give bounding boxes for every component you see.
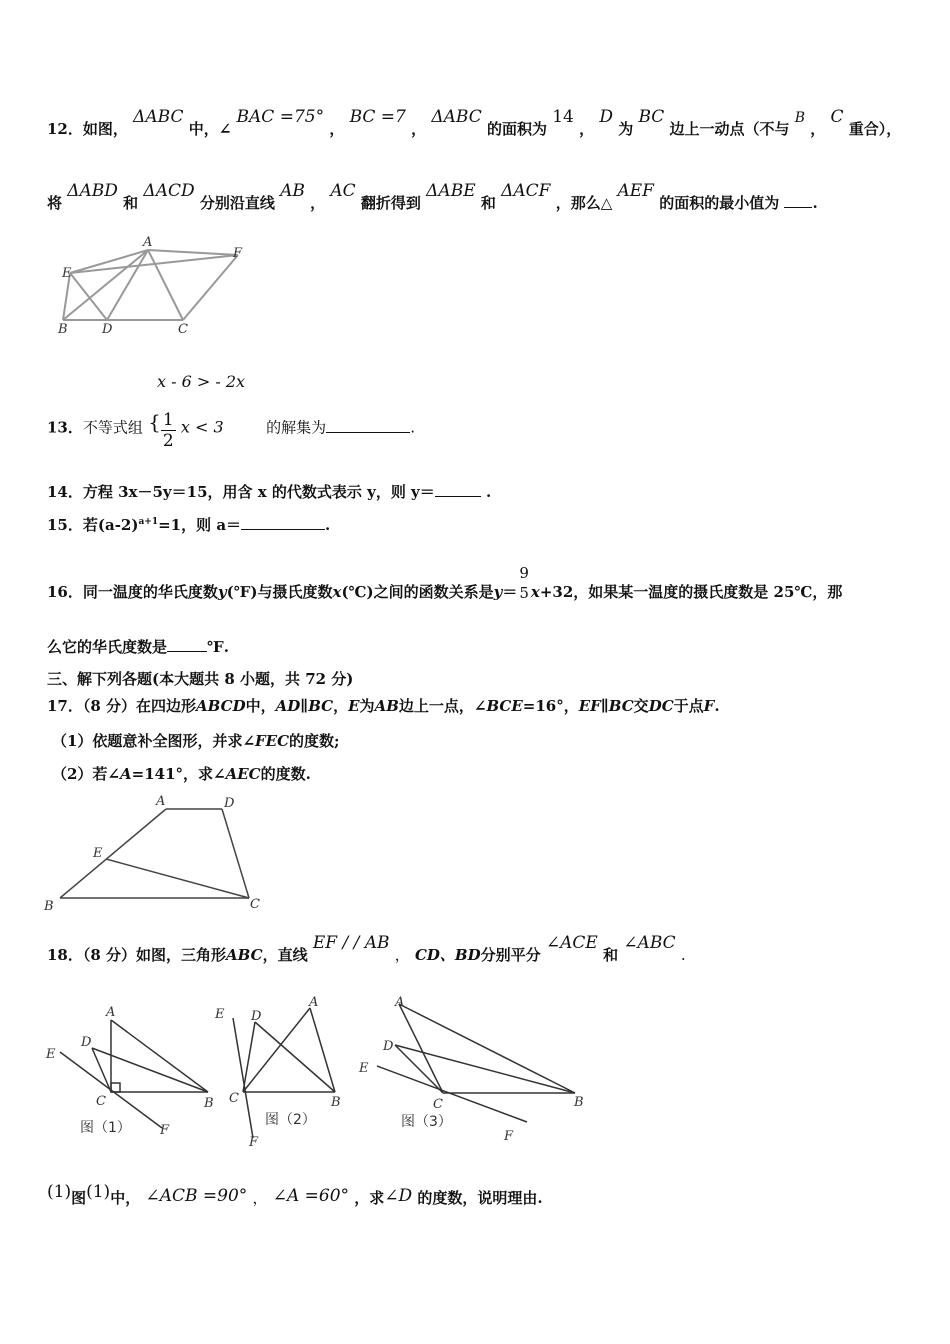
- q17-text: =141°，求∠: [131, 765, 226, 783]
- math-abd: ΔABD: [67, 181, 118, 201]
- var-x: x: [332, 583, 342, 601]
- label-c: C: [229, 1091, 239, 1106]
- q16-text: (℉)与摄氏度数: [226, 583, 333, 601]
- q12-text: 和: [480, 194, 496, 212]
- math-angle-ace: ∠ACE: [545, 933, 598, 953]
- label-c: C: [96, 1094, 106, 1109]
- math-bc: BC =7: [349, 107, 406, 127]
- label-d: D: [383, 1039, 394, 1054]
- label-d: D: [102, 322, 113, 337]
- q16-line-2: [47, 636, 229, 657]
- label-a: A: [395, 995, 405, 1010]
- q12-text: ，: [310, 194, 326, 212]
- q12-text: 边上一动点（不与: [669, 120, 790, 138]
- figure-caption: 图（3）: [401, 1114, 452, 1130]
- label-f: F: [233, 246, 243, 261]
- math-ac: AC: [330, 181, 356, 201]
- math-fec: FEC: [255, 732, 290, 750]
- figure-caption: 图（2）: [265, 1112, 316, 1128]
- q17-text: （1）依题意补全图形，并求∠: [52, 732, 256, 750]
- label-f: F: [504, 1129, 514, 1144]
- q15-line: [47, 514, 330, 535]
- answer-blank[interactable]: [167, 637, 207, 652]
- label-e: E: [93, 846, 103, 861]
- q18-text: 图: [71, 1189, 87, 1207]
- math-acf: ΔACF: [501, 181, 551, 201]
- label-b: B: [58, 322, 68, 337]
- q16-text: 16．同一温度的华氏度数: [47, 583, 218, 601]
- math-area: 14: [552, 107, 574, 127]
- label-e: E: [215, 1007, 225, 1022]
- q12-text: ，: [579, 120, 595, 138]
- q12-text: 为: [618, 120, 634, 138]
- q16-text: (℃)之间的函数关系是: [341, 583, 494, 601]
- q13-text: 的解集为: [266, 418, 327, 437]
- math-angle-abc: ∠ABC: [623, 933, 676, 953]
- label-d: D: [224, 796, 235, 811]
- q18-text: ，: [252, 1189, 268, 1207]
- q12-text: 中，∠: [188, 120, 232, 138]
- math-abe: ΔABE: [426, 181, 476, 201]
- q12-text: .: [812, 194, 818, 212]
- answer-blank[interactable]: [435, 482, 481, 497]
- fraction-denominator: 2: [162, 431, 174, 451]
- q18-figure-1: [40, 1000, 230, 1150]
- q12-text: 将: [47, 194, 63, 212]
- label-a: A: [143, 235, 153, 250]
- fraction-nine-fifths: [517, 563, 531, 603]
- math-e: E: [348, 697, 360, 715]
- q17-text: 的度数.: [260, 765, 311, 783]
- q12-text: 翻折得到: [360, 194, 421, 212]
- math-abc: ΔABC: [431, 107, 482, 127]
- q16-text: 么它的华氏度数是: [47, 638, 168, 656]
- q16-line-1: [47, 564, 843, 613]
- q17-text: 为: [359, 697, 375, 715]
- section-3-heading: 三、解下列各题(本大题共 8 小题，共 72 分): [47, 670, 354, 688]
- q18-text: 中，: [110, 1189, 141, 1207]
- q18-sub-1: [47, 1182, 543, 1208]
- label-a: A: [156, 794, 166, 809]
- q17-figure: [40, 790, 280, 915]
- math-angle-a: ∠A =60°: [272, 1186, 350, 1206]
- q17-sub-2: [52, 763, 311, 784]
- fraction-numerator: 9: [519, 564, 529, 582]
- label-b: B: [331, 1095, 341, 1110]
- sub-number: (1): [47, 1182, 72, 1202]
- q13-inequality-2: x < 3: [180, 417, 224, 437]
- q17-text: （2）若∠: [52, 765, 121, 783]
- label-c: C: [250, 897, 260, 912]
- math-b: B: [794, 110, 806, 126]
- label-f: F: [160, 1123, 170, 1138]
- label-d: D: [251, 1009, 262, 1024]
- math-angle-bac: BAC =75°: [236, 107, 325, 127]
- label-c: C: [433, 1097, 443, 1112]
- math-abc: ABC: [226, 946, 263, 964]
- math-cd-bd: CD、BD: [414, 946, 481, 964]
- math-ef-parallel-bc: EF∥BC: [578, 697, 634, 715]
- q12-text: 和: [123, 194, 139, 212]
- q14-text: .: [480, 483, 492, 501]
- q18-text: ，: [394, 946, 410, 964]
- q12-text: 的面积为: [486, 120, 547, 138]
- label-e: E: [46, 1047, 56, 1062]
- q17-text: 的度数;: [289, 732, 340, 750]
- label-f: F: [249, 1135, 259, 1150]
- q17-text: 边上一点，∠: [398, 697, 487, 715]
- var-y: y: [217, 583, 227, 601]
- q12-text: 的面积的最小值为: [659, 194, 780, 212]
- q15-exponent: a+1: [138, 517, 159, 527]
- label-b: B: [44, 899, 54, 914]
- q16-text: ＝: [502, 583, 518, 601]
- q16-text: ℉.: [207, 638, 229, 656]
- q14-text: 14．方程 3x－5y＝15，用含 x 的代数式表示 y，则 y＝: [47, 483, 435, 501]
- q14-line: [47, 481, 491, 502]
- q18-line-1: [47, 933, 686, 965]
- math-bc: BC: [638, 107, 665, 127]
- math-abcd: ABCD: [196, 697, 246, 715]
- label-b: B: [574, 1095, 584, 1110]
- math-ad-parallel-bc: AD∥BC: [275, 697, 334, 715]
- math-a: A: [120, 765, 132, 783]
- q18-text: .: [680, 946, 686, 964]
- q12-text: 12．如图，: [47, 120, 128, 138]
- q18-text: 18．（8 分）如图，三角形: [47, 946, 227, 964]
- q12-text: ，那么△: [555, 194, 613, 212]
- figure-caption: 图（1）: [80, 1120, 131, 1136]
- q12-line-2: [47, 181, 818, 213]
- q12-text: ，: [810, 120, 826, 138]
- q16-text: +32，如果某一温度的摄氏度数是 25℃，那: [539, 583, 843, 601]
- q17-text: =16°，: [522, 697, 579, 715]
- label-b: B: [204, 1096, 214, 1111]
- math-f: F: [703, 697, 715, 715]
- q18-text: ，求: [354, 1189, 385, 1207]
- q17-line-1: [47, 695, 720, 716]
- q17-text: ，: [333, 697, 349, 715]
- math-angle-d: ∠D: [384, 1186, 413, 1206]
- math-ab: AB: [280, 181, 305, 201]
- q18-figure-2: [205, 990, 355, 1150]
- q15-text: .: [325, 516, 331, 534]
- fraction-denominator: 5: [519, 584, 529, 602]
- q17-text: 17．（8 分）在四边形: [47, 697, 197, 715]
- q17-text: .: [714, 697, 720, 715]
- q13-text: 不等式组: [82, 418, 143, 437]
- q15-text: =1，则 a＝: [158, 516, 242, 534]
- answer-blank[interactable]: [241, 515, 325, 530]
- fraction-numerator: 1: [162, 410, 174, 430]
- q17-text: 交: [633, 697, 649, 715]
- math-c: C: [830, 107, 844, 127]
- q12-text: ，: [411, 120, 427, 138]
- math-d: D: [599, 107, 613, 127]
- math-ab: AB: [374, 697, 399, 715]
- figure-ref: (1): [86, 1182, 111, 1202]
- brace: {: [148, 409, 161, 434]
- q18-text: 的度数，说明理由.: [417, 1189, 543, 1207]
- q12-text: 重合），: [848, 120, 902, 138]
- label-a: A: [309, 995, 319, 1010]
- label-e: E: [359, 1061, 369, 1076]
- q12-figure: [50, 235, 260, 340]
- label-c: C: [178, 322, 188, 337]
- var-y: y: [493, 583, 503, 601]
- q13-line: [47, 408, 415, 449]
- q12-text: ，: [329, 120, 345, 138]
- q17-text: 中，: [245, 697, 276, 715]
- q12-line-1: [47, 107, 902, 139]
- math-aec: AEC: [225, 765, 261, 783]
- math-abc: ΔABC: [133, 107, 184, 127]
- q18-text: 和: [603, 946, 619, 964]
- q13-text: .: [410, 418, 415, 437]
- math-ef-parallel-ab: EF / / AB: [312, 933, 390, 953]
- math-angle-acb: ∠ACB =90°: [145, 1186, 248, 1206]
- math-acd: ΔACD: [143, 181, 195, 201]
- answer-blank[interactable]: [784, 193, 812, 208]
- q18-text: 分别平分: [480, 946, 541, 964]
- q15-text: 15．若(a-2): [47, 516, 139, 534]
- label-a: A: [106, 1005, 116, 1020]
- math-aef: AEF: [617, 181, 654, 201]
- q18-text: ，直线: [262, 946, 308, 964]
- math-dc: DC: [648, 697, 674, 715]
- fraction-half: [161, 410, 176, 451]
- label-d: D: [81, 1035, 92, 1050]
- q17-sub-1: [52, 730, 340, 751]
- var-x: x: [530, 583, 540, 601]
- math-bce: BCE: [486, 697, 523, 715]
- answer-blank[interactable]: [326, 418, 410, 433]
- q17-text: 于点: [673, 697, 704, 715]
- q12-text: 分别沿直线: [199, 194, 275, 212]
- q13-inequality-1: x - 6 > - 2x: [157, 372, 246, 391]
- q13-number: 13．: [47, 418, 83, 437]
- q18-figure-3: [355, 990, 595, 1150]
- label-e: E: [62, 266, 72, 281]
